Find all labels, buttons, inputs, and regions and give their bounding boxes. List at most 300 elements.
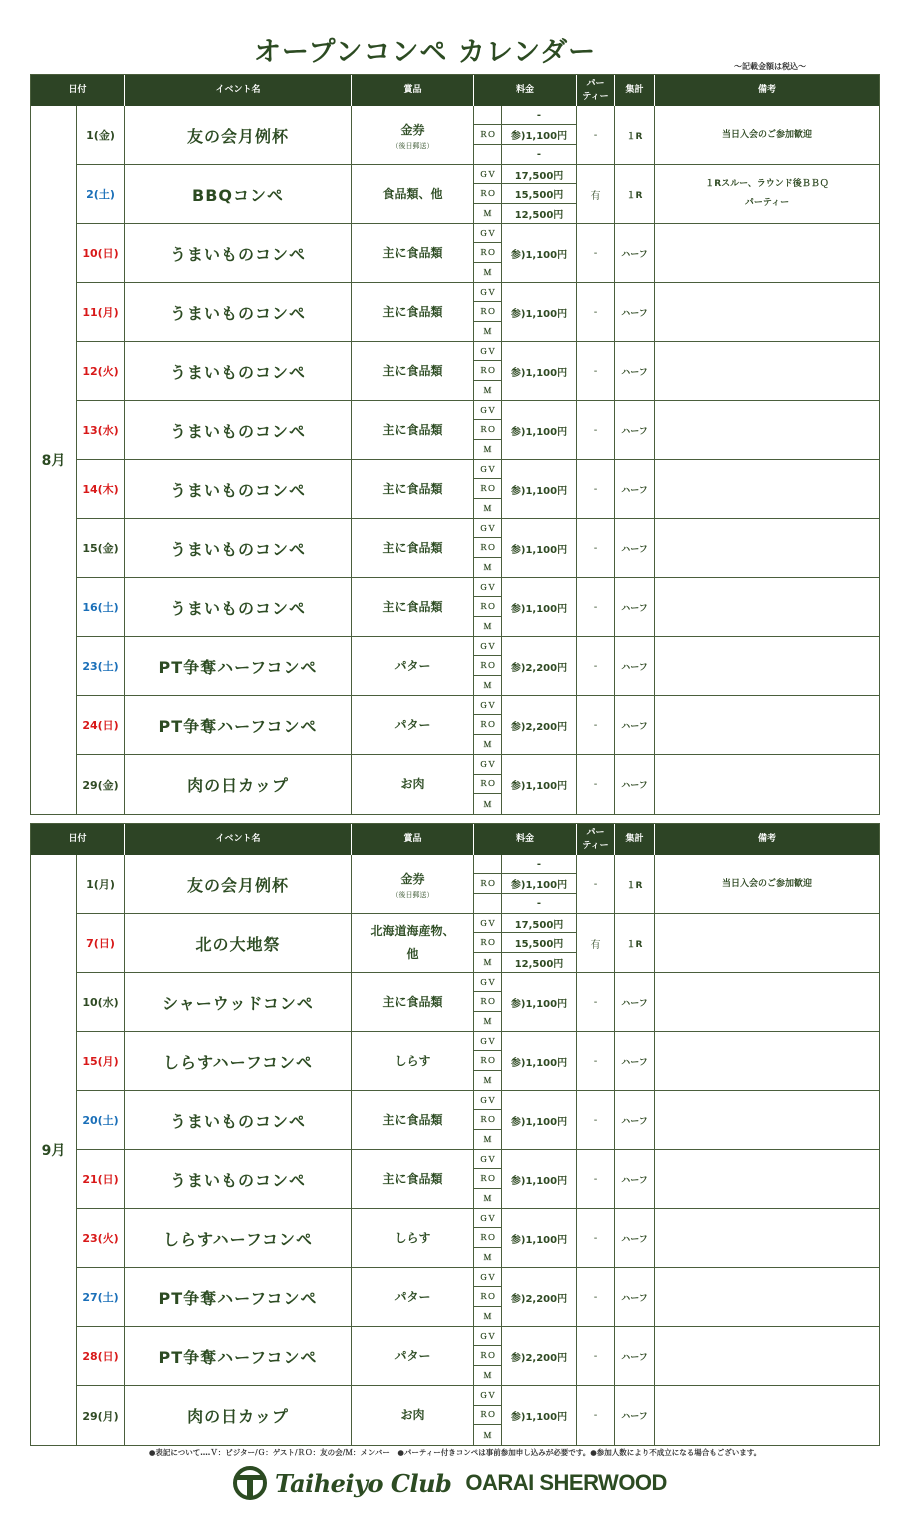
fee-codes [474,1268,502,1326]
event-name: うまいものコンペ [125,283,352,341]
total-cell: ハーフ [615,1209,655,1267]
total-cell: ハーフ [615,696,655,754]
prize-cell [352,696,474,754]
table-row [77,637,879,696]
prize-text: 主に食品類 [382,1171,443,1186]
fee-value: 参)1,100円 [502,519,577,577]
total-cell: ハーフ [615,224,655,282]
table-row [77,696,879,755]
party-cell: - [577,342,615,400]
note-cell [655,283,879,341]
fee-code: ＧＶ [474,1327,501,1346]
fee-cell [474,1209,577,1267]
header-event: イベント名 [125,824,352,855]
party-cell: - [577,401,615,459]
calendar-august [30,74,880,815]
note-cell [655,578,879,636]
fee-cell [474,914,577,972]
note-cell [655,460,879,518]
fee-cell [474,342,577,400]
party-cell: - [577,1032,615,1090]
prize-cell [352,1091,474,1149]
prize-text: 主に食品類 [382,304,443,319]
fee-codes [474,1209,502,1267]
date-cell: 28(日) [77,1327,125,1385]
fee-code: ＧＶ [474,914,501,933]
prize-cell [352,1032,474,1090]
fee-value: 参)1,100円 [502,1150,577,1208]
fee-codes [474,1150,502,1208]
fee-value: 12,500円 [514,958,564,970]
event-name: 肉の日カップ [125,1386,352,1445]
note-text: パーティー [744,198,790,208]
party-cell: - [577,1386,615,1445]
party-cell: - [577,696,615,754]
fee-value: 参)1,100円 [502,1032,577,1090]
table-row [77,1327,879,1386]
fee-codes [474,519,502,577]
table-row [77,460,879,519]
prize-text: しらす [394,1230,431,1245]
total-cell: ハーフ [615,637,655,695]
fee-codes [474,342,502,400]
header-note: 備考 [655,824,879,855]
total-cell: ハーフ [615,1327,655,1385]
prize-text: 主に食品類 [382,363,443,378]
prize-sub: （後日郵送） [391,142,434,151]
fee-codes [474,696,502,754]
header-prize: 賞品 [352,824,474,855]
table-row [77,342,879,401]
total-cell: １R [615,914,655,972]
total-cell: ハーフ [615,519,655,577]
fee-value: - [536,148,542,160]
fee-value: 参)1,100円 [502,125,576,144]
fee-code: Ｍ [483,503,492,513]
fee-code [474,855,501,874]
fee-codes [474,755,502,814]
prize-cell [352,578,474,636]
note-cell [655,1386,879,1445]
prize-cell [352,855,474,913]
fee-code: ＲＯ [474,1169,501,1188]
fee-code: ＲＯ [474,538,501,557]
fee-cell [474,637,577,695]
date-cell: 23(火) [77,1209,125,1267]
fee-value: 参)1,100円 [502,1091,577,1149]
fee-code: Ｍ [483,444,492,454]
date-cell: 15(月) [77,1032,125,1090]
fee-value: 参)1,100円 [502,874,576,893]
event-name: PT争奪ハーフコンペ [125,637,352,695]
fee-cell [474,1091,577,1149]
total-cell: ハーフ [615,1091,655,1149]
fee-code: ＧＶ [474,696,501,715]
event-name: 肉の日カップ [125,755,352,814]
table-row [77,755,879,814]
prize-cell [352,224,474,282]
header-fee: 料金 [474,824,577,855]
party-cell: - [577,460,615,518]
table-row [77,855,879,914]
event-name: 友の会月例杯 [125,855,352,913]
total-cell: １R [615,855,655,913]
fee-values [502,106,577,164]
month-label: 8月 [31,106,77,814]
prize-text: パター [394,1348,431,1363]
fee-code: ＧＶ [474,283,501,302]
fee-values [502,914,577,972]
event-name: 友の会月例杯 [125,106,352,164]
event-name: うまいものコンペ [125,1150,352,1208]
table-row [77,106,879,165]
header-note: 備考 [655,75,879,106]
fee-values [502,165,577,223]
fee-code: ＧＶ [474,637,501,656]
table-row [77,973,879,1032]
event-name: うまいものコンペ [125,1091,352,1149]
header-event: イベント名 [125,75,352,106]
date-cell: 2(土) [77,165,125,223]
fee-code: Ｍ [483,739,492,749]
total-cell: ハーフ [615,578,655,636]
note-cell [655,165,879,223]
prize-text: パター [394,717,431,732]
fee-code: ＧＶ [474,165,501,184]
note-cell [655,1209,879,1267]
fee-code: Ｍ [483,385,492,395]
header-date: 日付 [31,75,125,106]
prize-text: 主に食品類 [382,540,443,555]
party-cell: - [577,224,615,282]
party-cell: - [577,1268,615,1326]
note-cell [655,637,879,695]
prize-cell [352,755,474,814]
logo-course: OARAI SHERWOOD [465,1470,667,1495]
fee-code: ＲＯ [474,775,501,795]
fee-value: 参)1,100円 [502,224,577,282]
fee-codes [474,578,502,636]
date-cell: 23(土) [77,637,125,695]
fee-code: ＧＶ [474,401,501,420]
note-cell [655,1268,879,1326]
event-name: PT争奪ハーフコンペ [125,1268,352,1326]
fee-value: 参)1,100円 [502,973,577,1031]
fee-cell [474,224,577,282]
event-name: しらすハーフコンペ [125,1209,352,1267]
fee-cell [474,578,577,636]
party-cell: - [577,578,615,636]
note-text: 当日入会のご参加歓迎 [721,878,812,889]
party-cell: - [577,106,615,164]
tax-note: ～記載金額は税込～ [734,62,806,71]
party-cell: - [577,519,615,577]
prize-text: パター [394,1289,431,1304]
fee-codes [474,1091,502,1149]
fee-code: Ｍ [483,1252,492,1262]
note-cell [655,401,879,459]
date-cell: 14(木) [77,460,125,518]
prize-text: パター [394,658,431,673]
fee-code: ＧＶ [474,1091,501,1110]
fee-code: ＲＯ [474,1346,501,1365]
fee-codes [474,1386,502,1445]
fee-code: ＧＶ [474,1268,501,1287]
fee-codes [474,637,502,695]
date-cell: 29(月) [77,1386,125,1445]
fee-code: ＲＯ [474,361,501,380]
fee-codes [474,460,502,518]
fee-value: 17,500円 [502,914,576,933]
fee-cell [474,106,577,164]
total-cell: ハーフ [615,1386,655,1445]
date-cell: 12(火) [77,342,125,400]
fee-value: 参)1,100円 [502,578,577,636]
prize-text: 主に食品類 [382,245,443,260]
total-cell: ハーフ [615,1032,655,1090]
total-cell: ハーフ [615,401,655,459]
prize-cell [352,1386,474,1445]
note-cell [655,1327,879,1385]
date-cell: 27(土) [77,1268,125,1326]
party-cell: - [577,283,615,341]
fee-code [474,894,501,913]
fee-code: Ｍ [483,957,492,967]
date-cell: 29(金) [77,755,125,814]
total-cell: ハーフ [615,342,655,400]
date-cell: 11(月) [77,283,125,341]
prize-cell [352,637,474,695]
fee-code: ＲＯ [474,597,501,616]
fee-code: Ｍ [483,267,492,277]
total-cell: １R [615,106,655,164]
fee-codes [474,914,502,972]
party-cell: 有 [577,165,615,223]
event-name: 北の大地祭 [125,914,352,972]
fee-code: ＧＶ [474,973,501,992]
fee-code: Ｍ [483,1134,492,1144]
prize-text: しらす [394,1053,431,1068]
table-row [77,1091,879,1150]
fee-cell [474,1327,577,1385]
date-cell: 1(金) [77,106,125,164]
prize-text: 主に食品類 [382,422,443,437]
fee-cell [474,973,577,1031]
total-cell: ハーフ [615,973,655,1031]
table-row [77,401,879,460]
fee-value: 参)1,100円 [502,460,577,518]
prize-text: お肉 [400,1408,425,1423]
prize-text: 金券 [400,872,425,887]
fee-cell [474,1032,577,1090]
date-cell: 20(土) [77,1091,125,1149]
header-fee: 料金 [474,75,577,106]
fee-code: Ｍ [483,1193,492,1203]
party-cell: 有 [577,914,615,972]
header-total: 集計 [615,824,655,855]
prize-cell [352,401,474,459]
header-party: パー ティー [577,75,615,106]
note-cell [655,855,879,913]
fee-code: ＧＶ [474,1386,501,1406]
note-cell [655,1091,879,1149]
fee-value: - [502,855,576,874]
prize-cell [352,973,474,1031]
event-name: うまいものコンペ [125,342,352,400]
footnote: ●表記について‥‥Ｖ：ビジター/Ｇ：ゲスト/ＲＯ：友の会/Ｍ：メンバー ●パーティー付きコンペは事前参加申し込みが必要です。●参加人数により不成立になる場合もございます。 [148,1448,762,1457]
fee-code: Ｍ [483,1016,492,1026]
event-name: うまいものコンペ [125,401,352,459]
table-row [77,224,879,283]
event-name: シャーウッドコンペ [125,973,352,1031]
fee-code: Ｍ [483,1075,492,1085]
note-cell [655,755,879,814]
total-cell: ハーフ [615,1268,655,1326]
fee-codes [474,165,502,223]
party-cell: - [577,1091,615,1149]
fee-value: 参)1,100円 [502,283,577,341]
fee-cell [474,755,577,814]
fee-value: - [536,897,542,909]
event-name: うまいものコンペ [125,578,352,636]
fee-value: 参)1,100円 [502,755,577,814]
party-cell: - [577,1209,615,1267]
party-cell: - [577,1150,615,1208]
fee-code [474,145,501,164]
note-cell [655,106,879,164]
page-title: オープンコンペ カレンダー [253,37,597,68]
fee-value: 15,500円 [502,184,576,203]
fee-code [474,106,501,125]
date-cell: 13(水) [77,401,125,459]
table-row [77,1209,879,1268]
fee-values [502,855,577,913]
table-row [77,283,879,342]
fee-code: ＧＶ [474,460,501,479]
total-cell: ハーフ [615,1150,655,1208]
prize-cell [352,106,474,164]
header-party: パー ティー [577,824,615,855]
prize-text: 主に食品類 [382,599,443,614]
table-row [77,1150,879,1209]
note-cell [655,696,879,754]
fee-code: ＲＯ [474,125,501,144]
prize-cell [352,519,474,577]
fee-codes [474,1032,502,1090]
fee-cell [474,519,577,577]
fee-codes [474,283,502,341]
table-row [77,1032,879,1091]
prize-cell [352,914,474,972]
fee-value: 参)2,200円 [502,1327,577,1385]
fee-code: ＲＯ [474,933,501,952]
fee-code: Ｍ [483,1430,492,1440]
fee-cell [474,460,577,518]
fee-codes [474,855,502,913]
note-cell [655,342,879,400]
fee-code: ＧＶ [474,578,501,597]
date-cell: 1(月) [77,855,125,913]
fee-code: ＲＯ [474,243,501,262]
prize-cell [352,283,474,341]
fee-code: Ｍ [483,799,492,809]
date-cell: 15(金) [77,519,125,577]
fee-code: ＲＯ [474,992,501,1011]
fee-value: 参)1,100円 [502,1386,577,1445]
fee-cell [474,283,577,341]
fee-value: 参)1,100円 [502,401,577,459]
note-cell [655,914,879,972]
prize-cell [352,1150,474,1208]
prize-text: 主に食品類 [382,1112,443,1127]
prize-cell [352,460,474,518]
fee-code: Ｍ [483,1311,492,1321]
fee-code: ＧＶ [474,342,501,361]
note-text: １Rスルー、ラウンド後ＢＢＱ [705,179,829,190]
fee-value: 参)1,100円 [502,1209,577,1267]
fee-code: ＧＶ [474,224,501,243]
fee-code: ＧＶ [474,1150,501,1169]
fee-codes [474,973,502,1031]
fee-code: ＲＯ [474,1287,501,1306]
taiheiyo-logo-icon [233,1466,267,1500]
fee-code: ＲＯ [474,1110,501,1129]
party-cell: - [577,855,615,913]
header-date: 日付 [31,824,125,855]
fee-cell [474,401,577,459]
table-row [77,1268,879,1327]
table-row [77,914,879,973]
fee-code: ＲＯ [474,1228,501,1247]
fee-code: ＲＯ [474,715,501,734]
prize-text: 主に食品類 [382,994,443,1009]
prize-text: 主に食品類 [382,481,443,496]
fee-code: ＲＯ [474,479,501,498]
fee-code: ＲＯ [474,1051,501,1070]
total-cell: ハーフ [615,460,655,518]
fee-code: Ｍ [483,562,492,572]
fee-codes [474,1327,502,1385]
event-name: PT争奪ハーフコンペ [125,1327,352,1385]
fee-value: - [502,106,576,125]
fee-code: Ｍ [483,680,492,690]
prize-text: 金券 [400,123,425,138]
fee-code: ＧＶ [474,1032,501,1051]
note-cell [655,224,879,282]
fee-value: 参)2,200円 [502,1268,577,1326]
prize-cell [352,342,474,400]
header-total: 集計 [615,75,655,106]
prize-cell [352,1268,474,1326]
event-name: うまいものコンペ [125,224,352,282]
table-row [77,578,879,637]
club-logo [233,1463,667,1503]
party-cell: - [577,755,615,814]
fee-code: ＲＯ [474,1406,501,1426]
date-cell: 10(水) [77,973,125,1031]
fee-code: Ｍ [483,208,492,218]
fee-code: ＲＯ [474,420,501,439]
prize-text: 北海道海産物、 [370,924,455,939]
event-name: BBQコンペ [125,165,352,223]
header-prize: 賞品 [352,75,474,106]
fee-cell [474,1268,577,1326]
note-cell [655,519,879,577]
event-name: しらすハーフコンペ [125,1032,352,1090]
fee-value: 17,500円 [502,165,576,184]
event-name: PT争奪ハーフコンペ [125,696,352,754]
fee-cell [474,1150,577,1208]
